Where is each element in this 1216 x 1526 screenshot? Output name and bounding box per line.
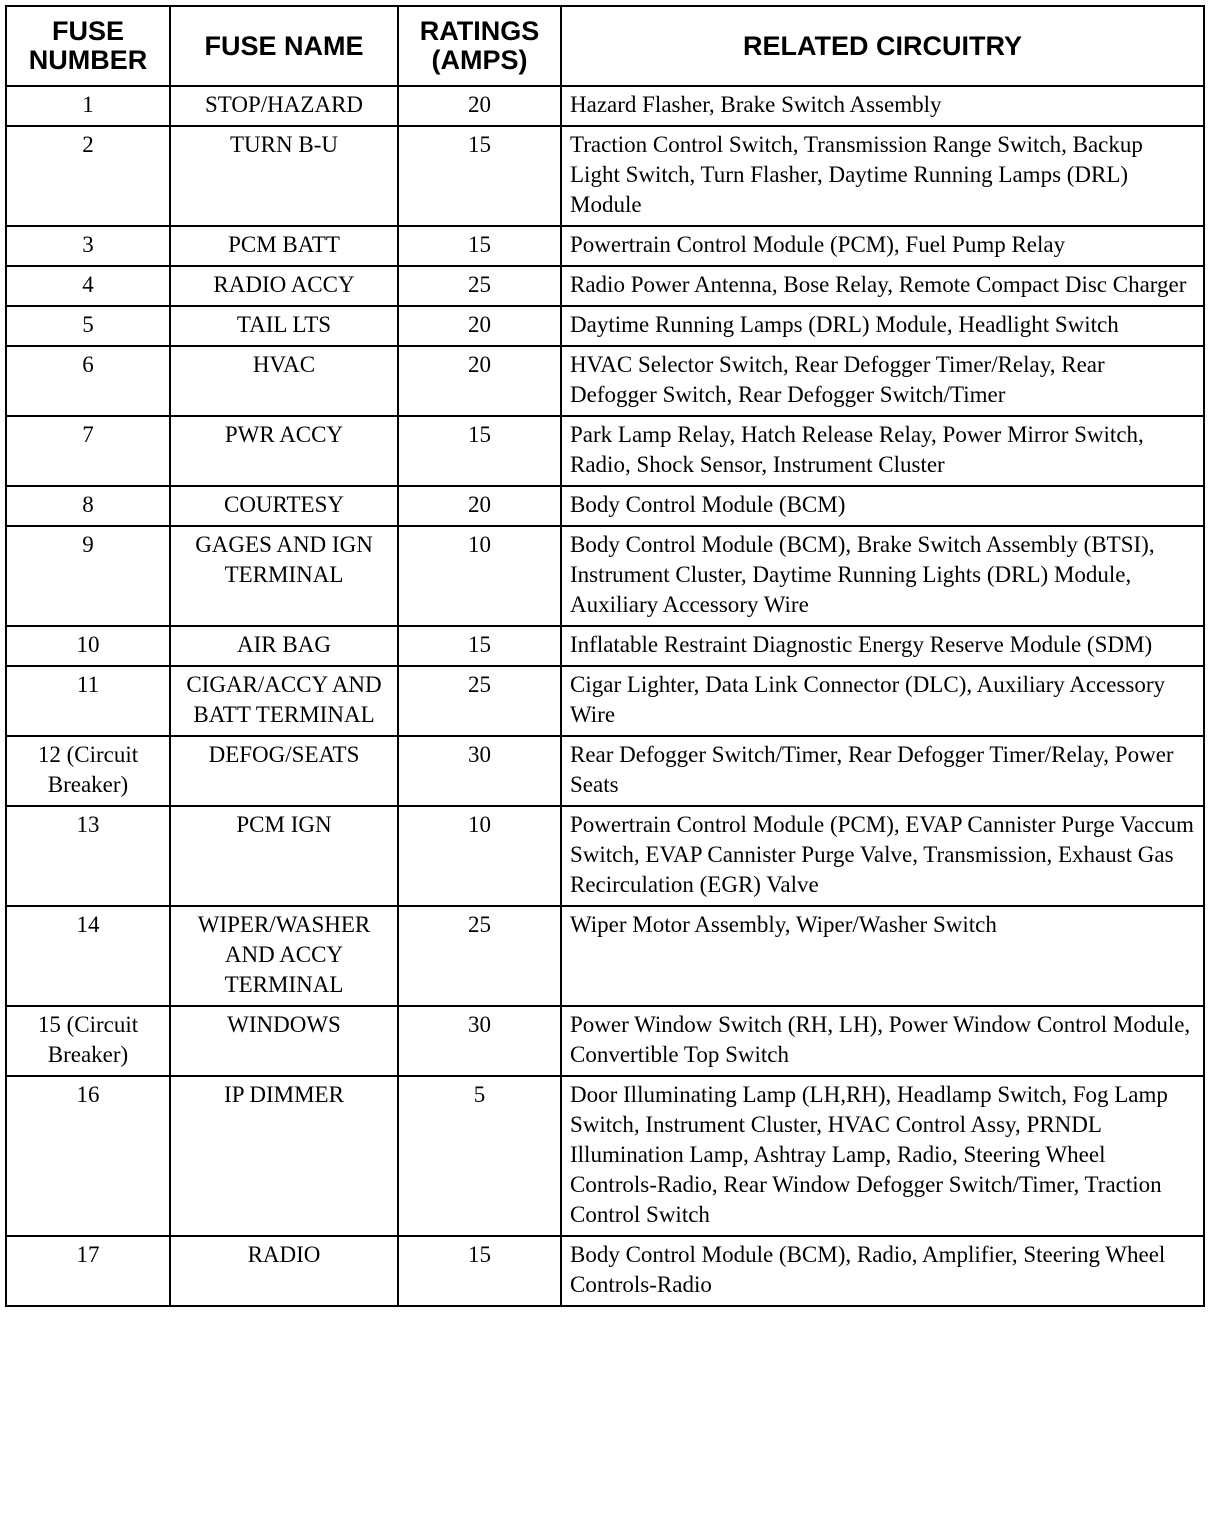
- table-row: [6, 306, 1204, 346]
- fuse-name-cell: COURTESY: [170, 486, 398, 526]
- fuse-name-cell: TAIL LTS: [170, 306, 398, 346]
- fuse-rating-cell: 5: [398, 1076, 561, 1236]
- table-row: [6, 1076, 1204, 1236]
- related-circuitry-cell: Radio Power Antenna, Bose Relay, Remote Compact Disc Charger: [561, 266, 1204, 306]
- related-circuitry-cell: Daytime Running Lamps (DRL) Module, Headlight Switch: [561, 306, 1204, 346]
- fuse-number-cell: 13: [6, 806, 170, 906]
- fuse-name-cell: WIPER/WASHER AND ACCY TERMINAL: [170, 906, 398, 1006]
- header-fuse-name: FUSE NAME: [170, 6, 398, 86]
- fuse-number-cell: 14: [6, 906, 170, 1006]
- table-row: [6, 806, 1204, 906]
- fuse-rating-cell: 20: [398, 86, 561, 126]
- table-row: [6, 226, 1204, 266]
- fuse-number-cell: 6: [6, 346, 170, 416]
- table-row: [6, 486, 1204, 526]
- related-circuitry-cell: Rear Defogger Switch/Timer, Rear Defogger Timer/Relay, Power Seats: [561, 736, 1204, 806]
- related-circuitry-cell: Hazard Flasher, Brake Switch Assembly: [561, 86, 1204, 126]
- fuse-number-cell: 9: [6, 526, 170, 626]
- fuse-rating-cell: 20: [398, 346, 561, 416]
- fuse-table: [5, 5, 1205, 1307]
- fuse-name-cell: CIGAR/ACCY AND BATT TERMINAL: [170, 666, 398, 736]
- table-header: [6, 6, 1204, 86]
- fuse-number-cell: 16: [6, 1076, 170, 1236]
- fuse-rating-cell: 30: [398, 736, 561, 806]
- header-ratings: RATINGS (AMPS): [398, 6, 561, 86]
- fuse-number-cell: 3: [6, 226, 170, 266]
- table-row: [6, 1006, 1204, 1076]
- related-circuitry-cell: Body Control Module (BCM), Brake Switch Assembly (BTSI), Instrument Cluster, Daytime Running Lights (DRL) Module, Auxiliary Accessory Wire: [561, 526, 1204, 626]
- fuse-number-cell: 8: [6, 486, 170, 526]
- table-row: [6, 86, 1204, 126]
- table-row: [6, 666, 1204, 736]
- table-row: [6, 126, 1204, 226]
- fuse-number-cell: 7: [6, 416, 170, 486]
- fuse-name-cell: RADIO: [170, 1236, 398, 1306]
- table-row: [6, 906, 1204, 1006]
- related-circuitry-cell: Body Control Module (BCM), Radio, Amplifier, Steering Wheel Controls-Radio: [561, 1236, 1204, 1306]
- related-circuitry-cell: Wiper Motor Assembly, Wiper/Washer Switch: [561, 906, 1204, 1006]
- fuse-rating-cell: 15: [398, 416, 561, 486]
- fuse-rating-cell: 15: [398, 1236, 561, 1306]
- fuse-rating-cell: 25: [398, 266, 561, 306]
- fuse-name-cell: TURN B-U: [170, 126, 398, 226]
- fuse-rating-cell: 10: [398, 806, 561, 906]
- related-circuitry-cell: Park Lamp Relay, Hatch Release Relay, Power Mirror Switch, Radio, Shock Sensor, Instrument Cluster: [561, 416, 1204, 486]
- table-row: [6, 1236, 1204, 1306]
- related-circuitry-cell: Door Illuminating Lamp (LH,RH), Headlamp Switch, Fog Lamp Switch, Instrument Cluster, HVAC Control Assy, PRNDL Illumination Lamp, Ashtray Lamp, Radio, Steering Wheel Controls-Radio, Rear Window Defogger Switch/Timer, Traction Control Switch: [561, 1076, 1204, 1236]
- fuse-rating-cell: 15: [398, 626, 561, 666]
- fuse-number-cell: 12 (Circuit Breaker): [6, 736, 170, 806]
- fuse-rating-cell: 10: [398, 526, 561, 626]
- header-row: [6, 6, 1204, 86]
- fuse-rating-cell: 30: [398, 1006, 561, 1076]
- header-related-circuitry: RELATED CIRCUITRY: [561, 6, 1204, 86]
- fuse-name-cell: PWR ACCY: [170, 416, 398, 486]
- fuse-number-cell: 1: [6, 86, 170, 126]
- related-circuitry-cell: Cigar Lighter, Data Link Connector (DLC), Auxiliary Accessory Wire: [561, 666, 1204, 736]
- fuse-rating-cell: 15: [398, 226, 561, 266]
- related-circuitry-cell: Traction Control Switch, Transmission Range Switch, Backup Light Switch, Turn Flasher, Daytime Running Lamps (DRL) Module: [561, 126, 1204, 226]
- fuse-name-cell: HVAC: [170, 346, 398, 416]
- fuse-name-cell: PCM BATT: [170, 226, 398, 266]
- related-circuitry-cell: Powertrain Control Module (PCM), EVAP Cannister Purge Vaccum Switch, EVAP Cannister Purge Valve, Transmission, Exhaust Gas Recirculation (EGR) Valve: [561, 806, 1204, 906]
- fuse-number-cell: 2: [6, 126, 170, 226]
- fuse-name-cell: STOP/HAZARD: [170, 86, 398, 126]
- fuse-name-cell: PCM IGN: [170, 806, 398, 906]
- related-circuitry-cell: Body Control Module (BCM): [561, 486, 1204, 526]
- fuse-name-cell: DEFOG/SEATS: [170, 736, 398, 806]
- table-row: [6, 346, 1204, 416]
- fuse-rating-cell: 25: [398, 906, 561, 1006]
- fuse-name-cell: GAGES AND IGN TERMINAL: [170, 526, 398, 626]
- fuse-number-cell: 17: [6, 1236, 170, 1306]
- table-row: [6, 736, 1204, 806]
- fuse-name-cell: IP DIMMER: [170, 1076, 398, 1236]
- fuse-number-cell: 11: [6, 666, 170, 736]
- fuse-number-cell: 4: [6, 266, 170, 306]
- fuse-name-cell: WINDOWS: [170, 1006, 398, 1076]
- fuse-rating-cell: 15: [398, 126, 561, 226]
- related-circuitry-cell: Inflatable Restraint Diagnostic Energy Reserve Module (SDM): [561, 626, 1204, 666]
- fuse-rating-cell: 20: [398, 306, 561, 346]
- table-row: [6, 626, 1204, 666]
- fuse-number-cell: 15 (Circuit Breaker): [6, 1006, 170, 1076]
- related-circuitry-cell: HVAC Selector Switch, Rear Defogger Timer/Relay, Rear Defogger Switch, Rear Defogger Switch/Timer: [561, 346, 1204, 416]
- table-body: [6, 86, 1204, 1306]
- table-row: [6, 416, 1204, 486]
- fuse-number-cell: 5: [6, 306, 170, 346]
- fuse-name-cell: RADIO ACCY: [170, 266, 398, 306]
- fuse-rating-cell: 20: [398, 486, 561, 526]
- fuse-number-cell: 10: [6, 626, 170, 666]
- fuse-rating-cell: 25: [398, 666, 561, 736]
- header-fuse-number: FUSE NUMBER: [6, 6, 170, 86]
- related-circuitry-cell: Power Window Switch (RH, LH), Power Window Control Module, Convertible Top Switch: [561, 1006, 1204, 1076]
- table-row: [6, 526, 1204, 626]
- fuse-name-cell: AIR BAG: [170, 626, 398, 666]
- table-row: [6, 266, 1204, 306]
- related-circuitry-cell: Powertrain Control Module (PCM), Fuel Pump Relay: [561, 226, 1204, 266]
